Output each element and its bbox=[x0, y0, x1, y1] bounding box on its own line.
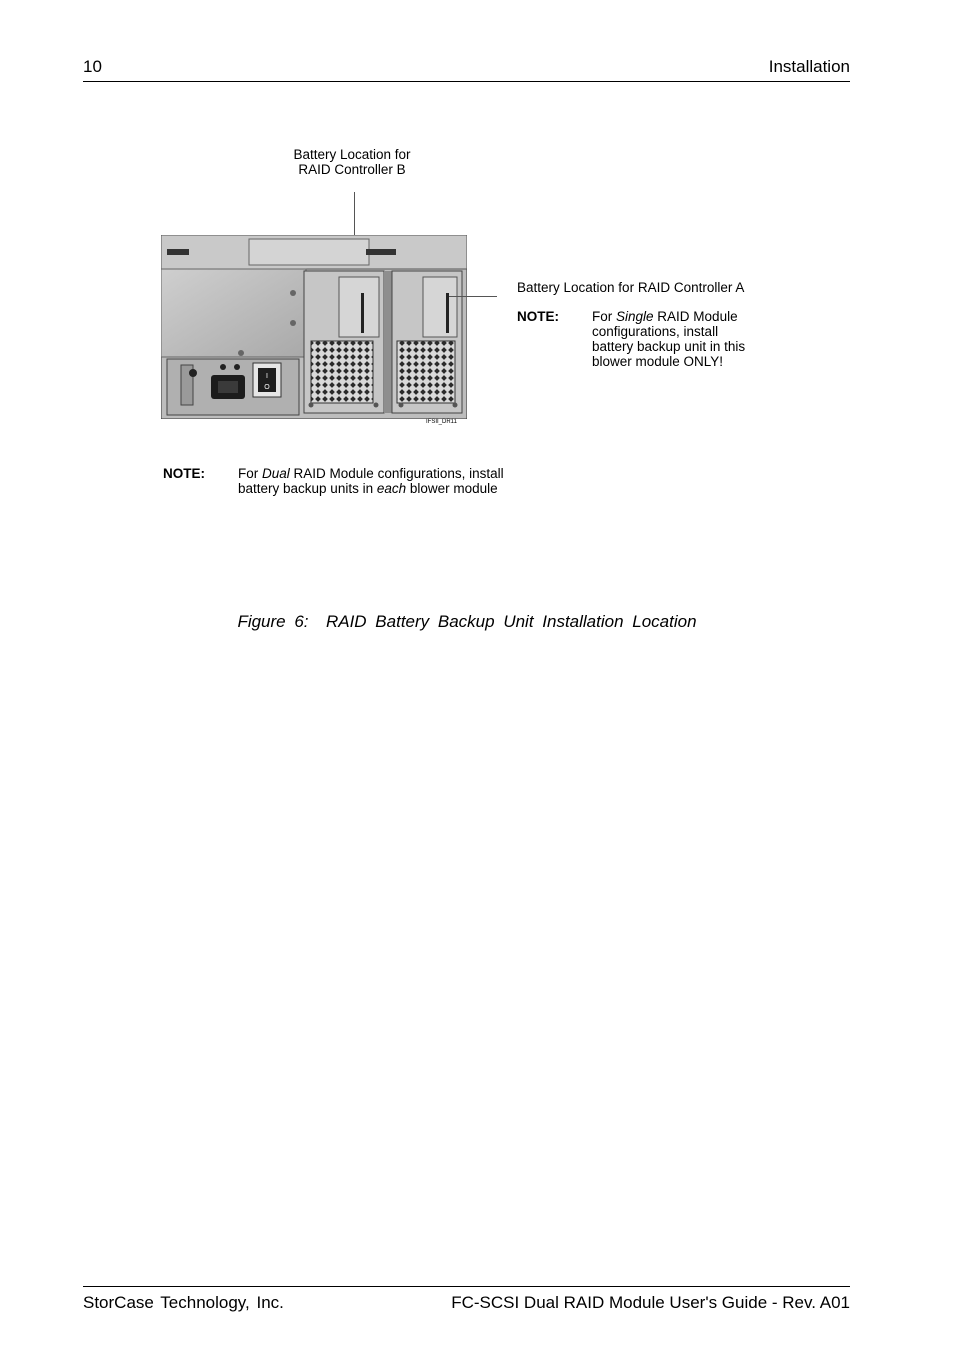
photo-id-label: IFSII_DR11 bbox=[426, 419, 457, 425]
footer-company: StorCase Technology, Inc. bbox=[83, 1293, 284, 1312]
callout-controller-b bbox=[250, 147, 454, 177]
note-bottom-line1-em: Dual bbox=[262, 466, 290, 481]
note-a-line1 bbox=[592, 309, 745, 324]
note-a-line1-pre: For bbox=[592, 309, 617, 324]
note-bottom-line2-pre: battery backup units in bbox=[238, 481, 377, 496]
callout-controller-a: Battery Location for RAID Controller A bbox=[517, 280, 745, 295]
note-a-line3: battery backup unit in this bbox=[592, 339, 746, 354]
note-bottom-line2-post: blower module bbox=[406, 481, 498, 496]
power-switch-on-label: I bbox=[266, 373, 268, 380]
power-switch-off-label: O bbox=[264, 384, 270, 391]
note-a-label: NOTE: bbox=[517, 309, 559, 324]
note-bottom-label: NOTE: bbox=[163, 466, 205, 481]
callout-b-line2: RAID Controller B bbox=[298, 162, 406, 177]
header-rule bbox=[83, 81, 850, 82]
note-bottom-text bbox=[238, 466, 504, 496]
note-bottom-line1 bbox=[238, 466, 504, 481]
note-bottom-line2 bbox=[238, 481, 504, 496]
note-bottom-line1-pre: For bbox=[238, 466, 263, 481]
callout-b-line1: Battery Location for bbox=[293, 147, 411, 162]
note-a-line2: configurations, install bbox=[592, 324, 719, 339]
note-a-line1-post: RAID Module bbox=[653, 309, 738, 324]
raid-rear-panel-photo bbox=[161, 235, 467, 419]
footer-doc-title: FC-SCSI Dual RAID Module User's Guide - Rev. A01 bbox=[451, 1293, 850, 1312]
section-title: Installation bbox=[768, 57, 850, 76]
figure-caption: Figure 6: RAID Battery Backup Unit Installation Location bbox=[237, 612, 697, 631]
note-a-line4: blower module ONLY! bbox=[592, 354, 724, 369]
leader-line-a bbox=[449, 296, 497, 297]
page-number: 10 bbox=[83, 57, 102, 76]
footer-rule bbox=[83, 1286, 850, 1287]
note-bottom-line1-post: RAID Module configurations, install bbox=[289, 466, 504, 481]
note-a-text bbox=[592, 309, 745, 369]
note-a-line1-em: Single bbox=[616, 309, 654, 324]
note-bottom-line2-em: each bbox=[376, 481, 407, 496]
